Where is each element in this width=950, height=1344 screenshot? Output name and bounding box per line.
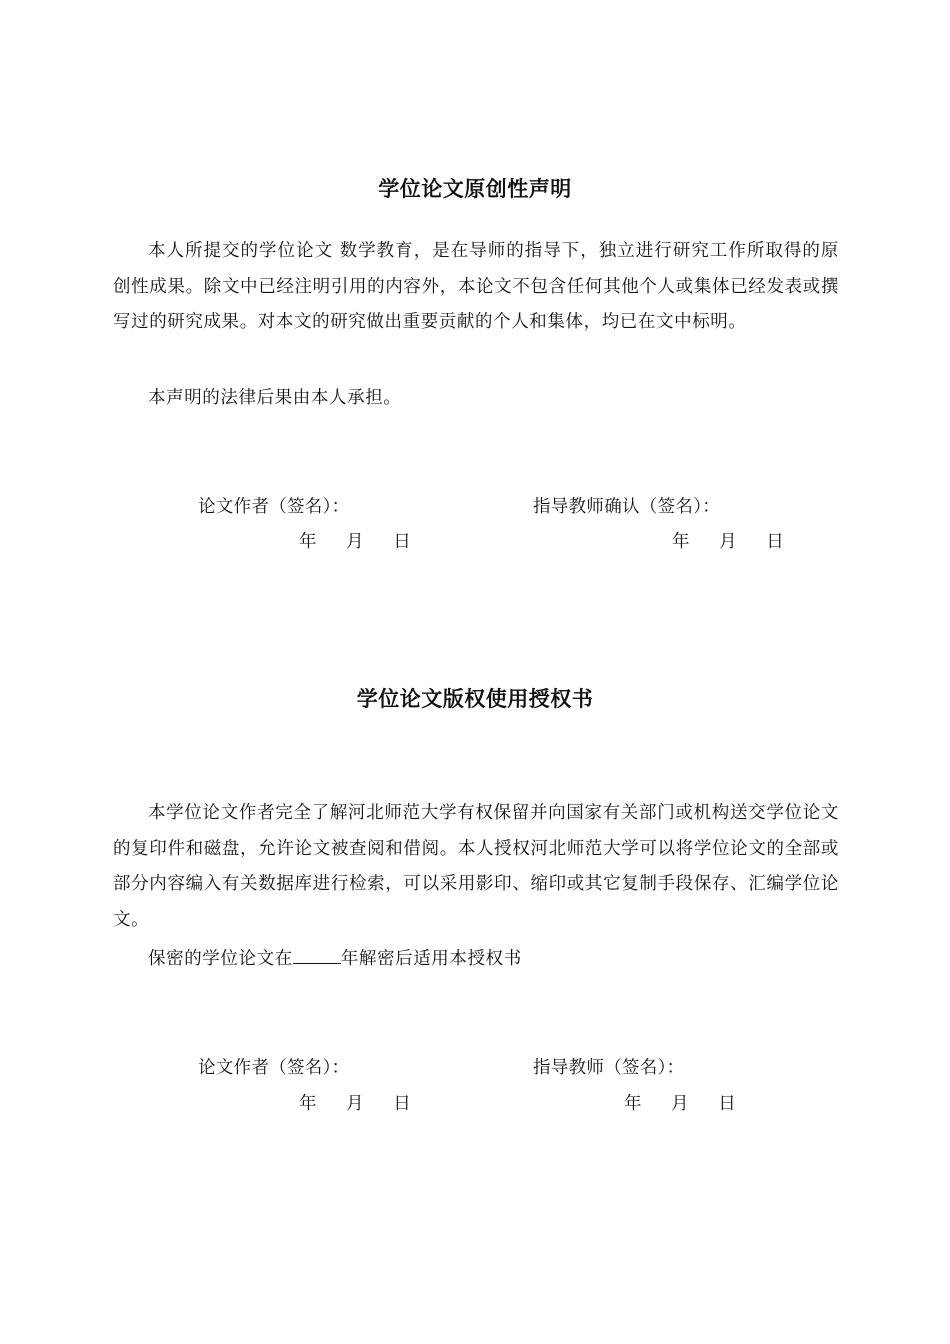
originality-liability: 本声明的法律后果由本人承担。 xyxy=(148,388,402,408)
originality-author-date: 年 月 日 xyxy=(299,532,412,552)
copyright-secrecy xyxy=(113,942,839,978)
originality-body: 本人所提交的学位论文 数学教育，是在导师的指导下，独立进行研究工作所取得的原创性成果。除文中已经注明引用的内容外，本论文不包含任何其他个人或集体已经发表或撰写过的研究成果。对本文的研究做出重要贡献的个人和集体，均已在文中标明。 xyxy=(113,241,839,332)
secrecy-years-blank xyxy=(293,945,341,964)
copyright-author-signature-label: 论文作者（签名）： xyxy=(198,1058,350,1078)
secrecy-text-before: 保密的学位论文在 xyxy=(148,949,293,969)
originality-advisor-date: 年 月 日 xyxy=(672,532,785,552)
secrecy-text-after: 年解密后适用本授权书 xyxy=(340,949,522,969)
copyright-advisor-date: 年 月 日 xyxy=(624,1094,737,1114)
copyright-title: 学位论文版权使用授权书 xyxy=(356,687,594,711)
originality-title: 学位论文原创性声明 xyxy=(378,177,572,201)
copyright-body: 本学位论文作者完全了解河北师范大学有权保留并向国家有关部门或机构送交学位论文的复印件和磁盘，允许论文被查阅和借阅。本人授权河北师范大学可以将学位论文的全部或部分内容编入有关数据库进行检索，可以采用影印、缩印或其它复制手段保存、汇编学位论文。 xyxy=(113,803,839,930)
originality-advisor-signature-label: 指导教师确认（签名）： xyxy=(533,497,721,517)
copyright-advisor-signature-label: 指导教师（签名）： xyxy=(533,1058,685,1078)
originality-author-signature-label: 论文作者（签名）： xyxy=(198,497,350,517)
copyright-author-date: 年 月 日 xyxy=(299,1094,412,1114)
